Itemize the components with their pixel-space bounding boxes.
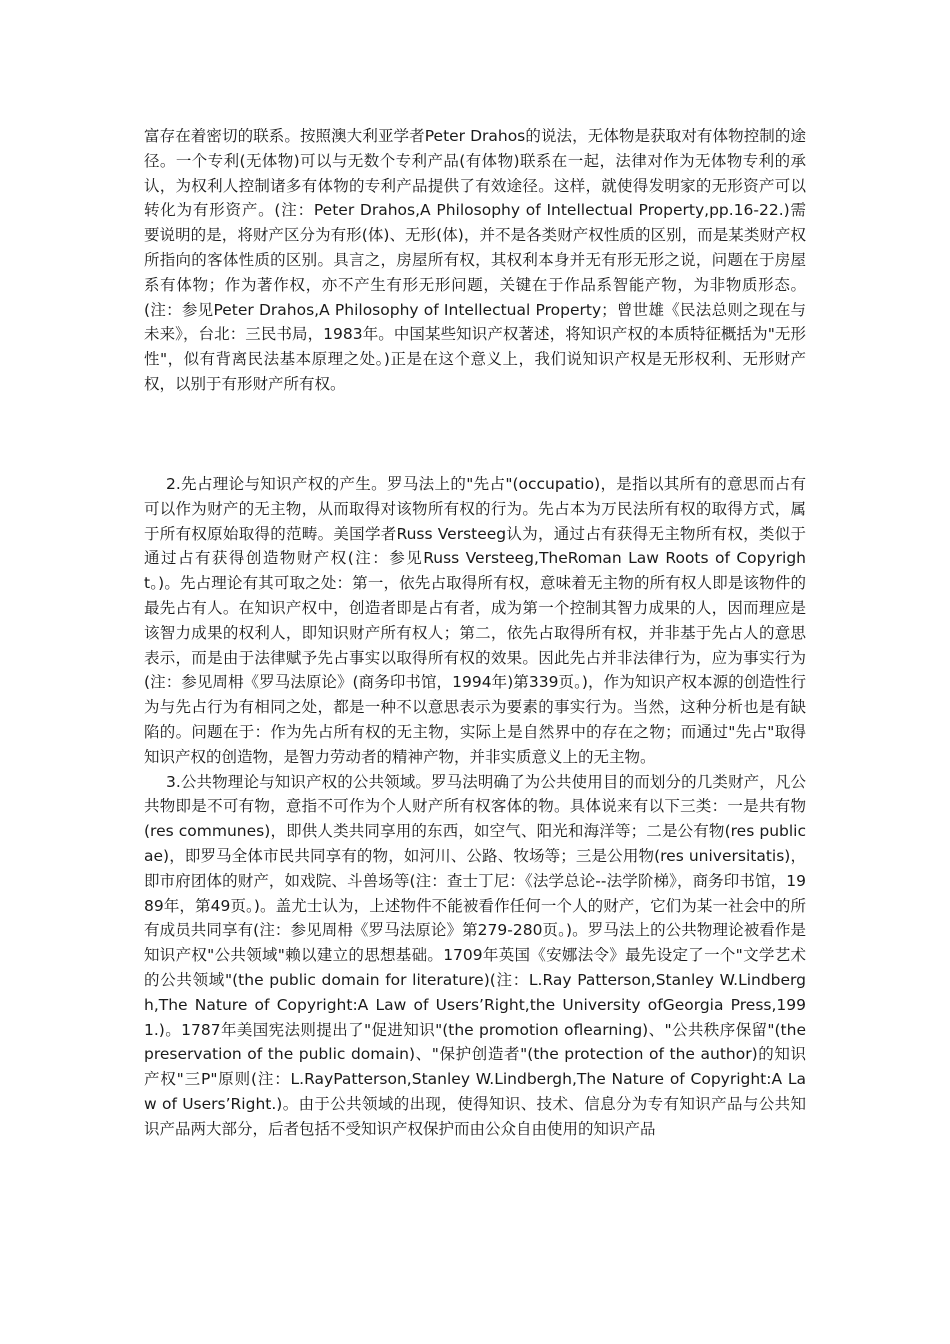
paragraph-occupatio-theory: 2.先占理论与知识产权的产生。罗马法上的"先占"(occupatio)，是指以其所有的意思而占有可以作为财产的无主物，从而取得对该物所有权的行为。先占本为万民法所有权的取得方式，属于所有权原始取得的范畴。美国学者Russ Versteeg认为，通过占有获得无主物所有权，类似于通过占有获得创造物财产权(注：参见Russ Versteeg,TheRoman Law Roots of Copyright。)。先占理论有其可取之处：第一，依先占取得所有权，意味着无主物的所有权人即是该物件的最先占有人。在知识产权中，创造者即是占有者，成为第一个控制其智力成果的人，因而理应是该智力成果的权利人，即知识财产所有权人；第二，依先占取得所有权，并非基于先占人的意思表示，而是由于法律赋予先占事实以取得所有权的效果。因此先占并非法律行为，应为事实行为(注：参见周枏《罗马法原论》(商务印书馆，1994年)第339页。)，作为知识产权本源的创造性行为与先占行为有相同之处，都是一种不以意思表示为要素的事实行为。当然，这种分析也是有缺陷的。问题在于：作为先占所有权的无主物，实际上是自然界中的存在之物；而通过"先占"取得知识产权的创造物，是智力劳动者的精神产物，并非实质意义上的无主物。 bbox=[144, 475, 806, 766]
paragraph-property-distinction: 富存在着密切的联系。按照澳大利亚学者Peter Drahos的说法，无体物是获取对有体物控制的途径。一个专利(无体物)可以与无数个专利产品(有体物)联系在一起，法律对作为无体物专利的承认，为权利人控制诸多有体物的专利产品提供了有效途径。这样，就使得发明家的无形资产可以转化为有形资产。(注：Peter Drahos,A Philosophy of Intellectual Property,pp.16-22.)需要说明的是，将财产区分为有形(体)、无形(体)，并不是各类财产权性质的区别，而是某类财产权所指向的客体性质的区别。具言之，房屋所有权，其权利本身并无有形无形之说，问题在于房屋系有体物；作为著作权，亦不产生有形无形问题，关键在于作品系智能产物，为非物质形态。(注：参见Peter Drahos,A Philosophy of Intellectual Property；曾世雄《民法总则之现在与未来》，台北：三民书局，1983年。中国某些知识产权著述，将知识产权的本质特征概括为"无形性"，似有背离民法基本原理之处。)正是在这个意义上，我们说知识产权是无形权利、无形财产权，以别于有形财产所有权。 bbox=[144, 127, 806, 393]
text-block-top bbox=[144, 124, 806, 397]
paragraph-public-domain-theory: 3.公共物理论与知识产权的公共领域。罗马法明确了为公共使用目的而划分的几类财产，凡公共物即是不可有物，意指不可作为个人财产所有权客体的物。具体说来有以下三类：一是共有物(res communes)，即供人类共同享用的东西，如空气、阳光和海洋等；二是公有物(res publicae)，即罗马全体市民共同享有的物，如河川、公路、牧场等；三是公用物(res universitatis)，即市府团体的财产，如戏院、斗兽场等(注：查士丁尼：《法学总论--法学阶梯》，商务印书馆，1989年，第49页。)。盖尤士认为，上述物件不能被看作任何一个人的财产，它们为某一社会中的所有成员共同享有(注：参见周枏《罗马法原论》第279-280页。)。罗马法上的公共物理论被看作是知识产权"公共领域"赖以建立的思想基础。1709年英国《安娜法令》最先设定了一个"文学艺术的公共领域"(the public domain for literature)(注：L.Ray Patterson,Stanley W.Lindbergh,The Nature of Copyright:A Law of Users’Right,the University ofGeorgia Press,1991.)。1787年美国宪法则提出了"促进知识"(the promotion oflearning)、"公共秩序保留"(the preservation of the public domain)、"保护创造者"(the protection of the author)的知识产权"三P"原则(注：L.RayPatterson,Stanley W.Lindbergh,The Nature of Copyright:A Law of Users’Right.)。由于公共领域的出现，使得知识、技术、信息分为专有知识产品与公共知识产品两大部分，后者包括不受知识产权保护而由公众自由使用的知识产品 bbox=[144, 772, 806, 1138]
text-block-main bbox=[144, 472, 806, 1142]
